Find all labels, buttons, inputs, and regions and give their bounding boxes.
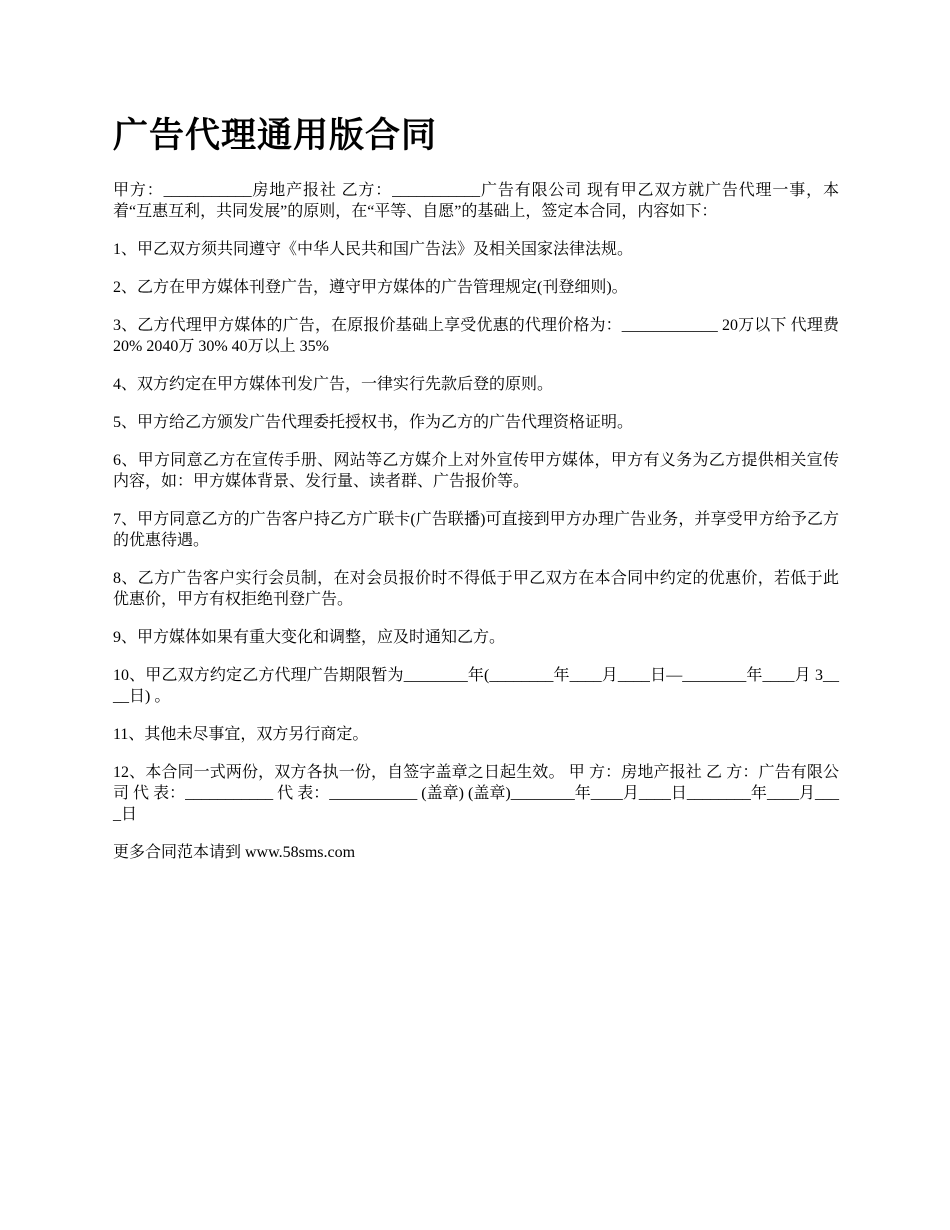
intro-paragraph: 甲方：___________房地产报社 乙方：___________广告有限公司 现有甲乙双方就广告代理一事，本着“互惠互利，共同发展”的原则，在“平等、自愿”的基础上，签定本合同，内容如下： bbox=[113, 182, 839, 220]
clause-8: 8、乙方广告客户实行会员制，在对会员报价时不得低于甲乙双方在本合同中约定的优惠价，若低于此优惠价，甲方有权拒绝刊登广告。 bbox=[113, 570, 839, 608]
clause-2: 2、乙方在甲方媒体刊登广告，遵守甲方媒体的广告管理规定(刊登细则)。 bbox=[113, 279, 628, 296]
clause-4: 4、双方约定在甲方媒体刊发广告，一律实行先款后登的原则。 bbox=[113, 376, 554, 393]
clause-6: 6、甲方同意乙方在宣传手册、网站等乙方媒介上对外宣传甲方媒体，甲方有义务为乙方提供相关宣传内容，如：甲方媒体背景、发行量、读者群、广告报价等。 bbox=[113, 452, 839, 490]
footer-website-note: 更多合同范本请到 www.58sms.com bbox=[113, 844, 356, 861]
clause-11: 11、其他未尽事宜，双方另行商定。 bbox=[113, 726, 369, 743]
clause-1: 1、甲乙双方须共同遵守《中华人民共和国广告法》及相关国家法律法规。 bbox=[113, 241, 634, 258]
clause-10: 10、甲乙双方约定乙方代理广告期限暂为________年(________年____月____日—________年____月 3____日) 。 bbox=[113, 667, 839, 705]
clause-5: 5、甲方给乙方颁发广告代理委托授权书，作为乙方的广告代理资格证明。 bbox=[113, 414, 634, 431]
contract-body bbox=[113, 180, 839, 863]
clause-12-signatures: 12、本合同一式两份，双方各执一份，自签字盖章之日起生效。 甲 方：房地产报社 乙 方：广告有限公司 代 表：___________ 代 表：___________ (盖章) (盖章)________年____月____日________年____月____日 bbox=[113, 764, 839, 823]
document-title: 广告代理通用版合同 bbox=[113, 116, 438, 156]
clause-3: 3、乙方代理甲方媒体的广告，在原报价基础上享受优惠的代理价格为：____________ 20万以下 代理费 20% 2040万 30% 40万以上 35% bbox=[113, 317, 839, 355]
clause-7: 7、甲方同意乙方的广告客户持乙方广联卡(广告联播)可直接到甲方办理广告业务，并享受甲方给予乙方的优惠待遇。 bbox=[113, 511, 839, 549]
clause-9: 9、甲方媒体如果有重大变化和调整，应及时通知乙方。 bbox=[113, 629, 506, 646]
